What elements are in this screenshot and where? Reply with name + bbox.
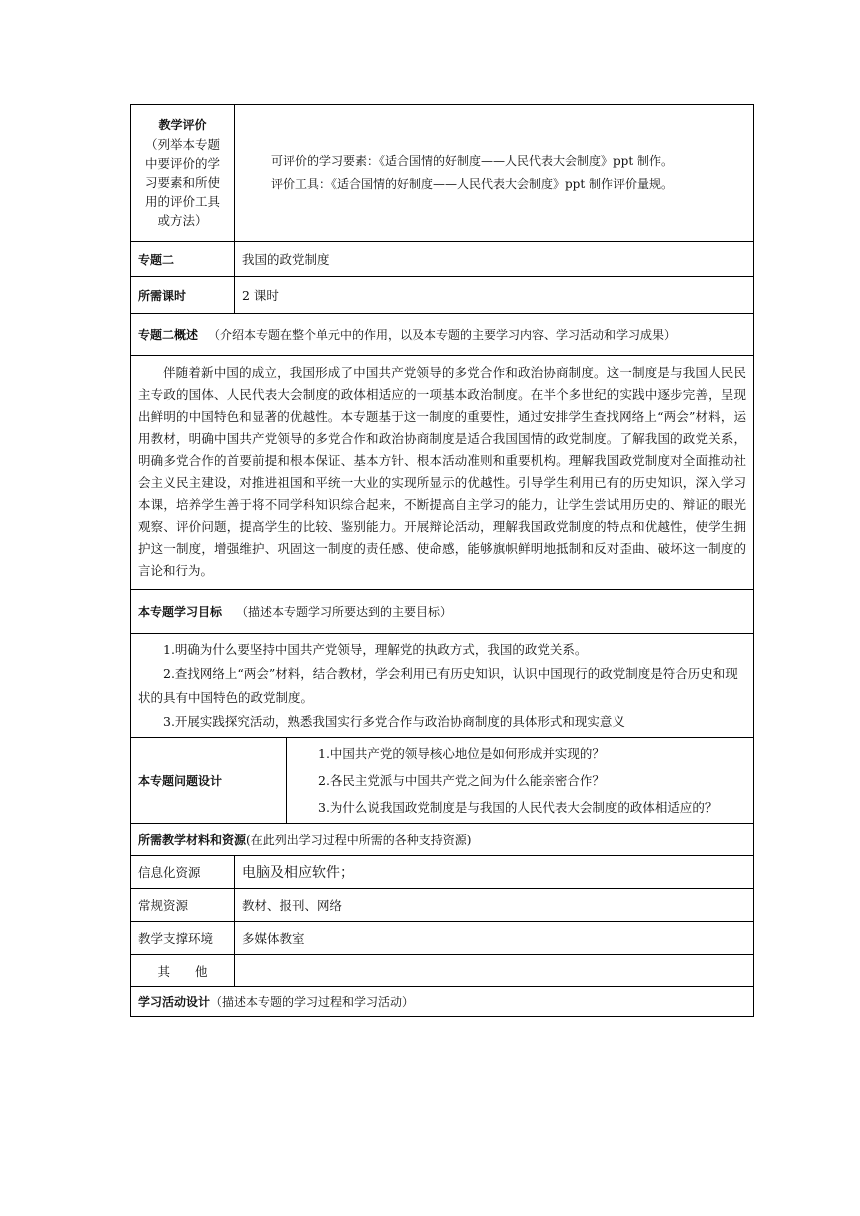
- hours-row: [131, 276, 753, 313]
- evaluation-hint-line: 用的评价工具: [144, 194, 220, 209]
- resource-row-regular: [131, 888, 753, 921]
- goal-item: 3.开展实践探究活动，熟悉我国实行多党合作与政治协商制度的具体形式和现实意义: [163, 714, 625, 729]
- resource-row-environment: [131, 921, 753, 954]
- hours-label: 所需课时: [131, 277, 235, 313]
- resource-row-other: [131, 954, 753, 986]
- resource-value: 电脑及相应软件；: [242, 865, 354, 881]
- evaluation-hint-line: 或方法）: [157, 213, 208, 228]
- evaluation-line-2: 评价工具：《适合国情的好制度——人民代表大会制度》ppt 制作评价量规。: [271, 177, 674, 191]
- overview-paragraph: 伴随着新中国的成立，我国形成了中国共产党领导的多党合作和政治协商制度。这一制度是与我国人民民主专政的国体、人民代表大会制度的政体相适应的一项基本政治制度。在半个多世纪的实践中逐步完善，呈现出鲜明的中国特色和显著的优越性。本专题基于这一制度的重要性，通过安排学生查找网络上“两会”材料，运用教材，明确中国共产党领导的多党合作和政治协商制度是适合我国国情的政党制度。了解我国的政党关系，明确多党合作的首要前提和根本保证、基本方针、根本活动准则和重要机构。理解我国政党制度对全面推动社会主义民主建设，对推进祖国和平统一大业的实现所显示的优越性。引导学生利用已有的历史知识，深入学习本课，培养学生善于将不同学科知识综合起来，不断提高自主学习的能力，让学生尝试用历史的、辩证的眼光观察、评价问题，提高学生的比较、鉴别能力。开展辩论活动，理解我国政党制度的特点和优越性，使学生拥护这一制度，增强维护、巩固这一制度的责任感、使命感，能够旗帜鲜明地抵制和反对歪曲、破坏这一制度的言论和行为。: [138, 365, 746, 578]
- resource-label: 其 他: [131, 955, 235, 986]
- resource-label: 信息化资源: [131, 856, 235, 888]
- evaluation-label-cell: [131, 105, 235, 241]
- evaluation-title: 教学评价: [158, 118, 207, 132]
- overview-header-row: [131, 313, 753, 355]
- question-item: 1.中国共产党的领导核心地位是如何形成并实现的？: [318, 746, 605, 761]
- resource-label: 常规资源: [131, 889, 235, 921]
- goals-label: 本专题学习目标: [138, 605, 223, 619]
- goal-item: 2.查找网络上“两会”材料，结合教材，学会利用已有历史知识，认识中国现行的政党制度是符合历史和现状的具有中国特色的政党制度。: [138, 666, 738, 705]
- resource-value: [235, 955, 753, 986]
- overview-label: 专题二概述: [138, 328, 199, 342]
- evaluation-hint: [145, 135, 220, 230]
- resource-value: 多媒体教室: [242, 931, 305, 946]
- resources-hint: (在此列出学习过程中所需的各种支持资源): [246, 833, 472, 847]
- question-item: 3.为什么说我国政党制度是与我国的人民代表大会制度的政体相适应的？: [318, 800, 718, 815]
- resource-value: 教材、报刊、网络: [242, 898, 343, 913]
- goals-header: [131, 590, 753, 633]
- goals-hint: （描述本专题学习所要达到的主要目标）: [236, 605, 453, 619]
- evaluation-hint-line: （列举本专题: [144, 137, 220, 152]
- goals-list: [131, 634, 753, 737]
- resource-label: 教学支撑环境: [131, 922, 235, 954]
- hours-value: 2 课时: [242, 288, 279, 303]
- activity-hint: （描述本专题的学习过程和学习活动）: [210, 995, 415, 1009]
- resources-label: 所需教学材料和资源: [138, 833, 247, 847]
- overview-header: [131, 314, 753, 355]
- goal-item: 1.明确为什么要坚持中国共产党领导，理解党的执政方式，我国的政党关系。: [163, 642, 588, 657]
- activity-header: [131, 987, 753, 1016]
- overview-text-row: [131, 355, 753, 589]
- topic-row: [131, 241, 753, 276]
- goals-header-row: [131, 589, 753, 633]
- evaluation-hint-line: 习要素和所使: [144, 175, 220, 190]
- overview-hint: （介绍本专题在整个单元中的作用，以及本专题的主要学习内容、学习活动和学习成果）: [208, 328, 677, 342]
- evaluation-row: [131, 105, 753, 241]
- goals-list-row: [131, 633, 753, 737]
- topic-value: 我国的政党制度: [242, 252, 330, 267]
- questions-row: [131, 737, 753, 823]
- question-item: 2.各民主党派与中国共产党之间为什么能亲密合作？: [318, 773, 605, 788]
- evaluation-hint-line: 中要评价的学: [144, 156, 220, 171]
- resources-header-row: [131, 823, 753, 855]
- overview-text-cell: [131, 356, 753, 589]
- lesson-plan-table: [130, 104, 754, 1017]
- evaluation-line-1: 可评价的学习要素：《适合国情的好制度——人民代表大会制度》ppt 制作。: [271, 154, 674, 168]
- questions-label: 本专题问题设计: [131, 738, 287, 823]
- topic-label: 专题二: [131, 242, 235, 276]
- resource-row-it: [131, 855, 753, 888]
- evaluation-content-cell: [235, 105, 753, 241]
- questions-list: [287, 738, 753, 823]
- activity-label: 学习活动设计: [138, 995, 211, 1009]
- activity-header-row: [131, 986, 753, 1016]
- resources-header: [131, 824, 753, 855]
